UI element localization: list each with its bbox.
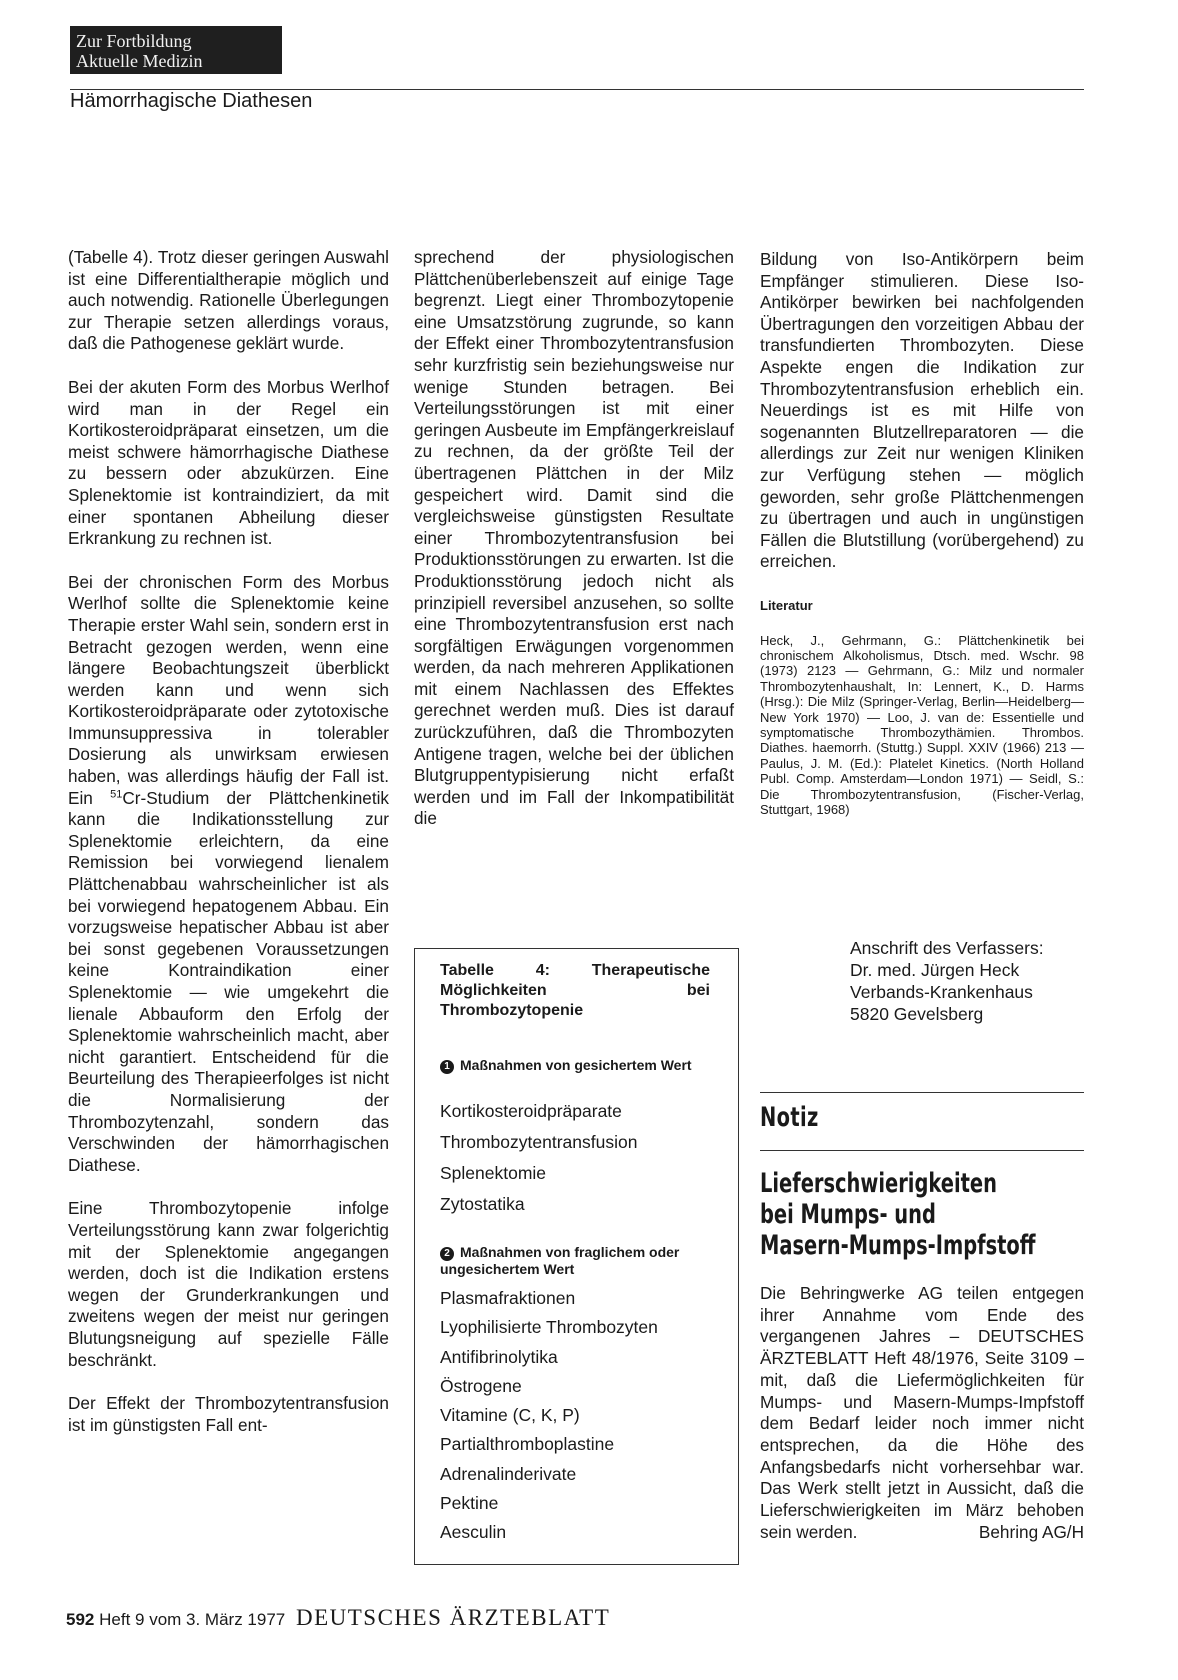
address-line: Verbands-Krankenhaus	[850, 982, 1033, 1002]
author-address	[850, 937, 1044, 1025]
number-2-icon: 2	[440, 1247, 454, 1261]
list-item: Vitamine (C, K, P)	[440, 1405, 580, 1426]
group-label: Maßnahmen von fraglichem oder ungesichertem Wert	[440, 1244, 680, 1277]
address-line: 5820 Gevelsberg	[850, 1004, 984, 1024]
list-item: Adrenalinderivate	[440, 1463, 577, 1484]
isotope-superscript: 51	[110, 787, 123, 800]
page-footer	[66, 1605, 610, 1631]
list-item: Antifibrinolytika	[440, 1346, 558, 1367]
text: Cr-Studium der Plättchenkinetik kann die Indikationsstellung zur Splenektomie erleichtern, da eine Remission bei vorwiegend lienalem Plättchenabbau wahrscheinlicher ist als bei vorwiegend hepatogenem Abbau. Ein vorzugsweise hepatischer Abbau ist aber bei sonst gegebenen Voraussetzungen keine Kontraindikation einer Splenektomie — wie umgekehrt die lienale Abbauform den Erfolg der Splenektomie wahrscheinlich macht, aber nicht garantiert. Entscheidend für die Beurteilung des Therapieerfolges ist nicht die Normalisierung der Thrombozytenzahl, sondern das Verschwinden der hämorrhagischen Diathese.	[68, 787, 390, 1175]
number-1-icon: 1	[440, 1060, 454, 1074]
paragraph: Der Effekt der Thrombozytentransfusion ist im günstigsten Fall ent-	[68, 1393, 389, 1435]
list-item: Aesculin	[440, 1522, 507, 1543]
list-item: Pektine	[440, 1493, 499, 1514]
column-1	[68, 247, 389, 1436]
notiz-headline	[760, 1168, 1036, 1261]
paragraph: sprechend der physiologischen Plättchenüberlebenszeit auf einige Tage begrenzt. Liegt einer Thrombozytopenie eine Umsatzstörung zugrunde, so kann der Effekt einer Thrombozytentransfusion sehr kurzfristig sein beziehungsweise nur wenige Stunden betragen. Bei Verteilungsstörungen ist mit einer geringen Ausbeute im Empfängerkreislauf zu rechnen, da der größte Teil der übertragenen Plättchen in der Milz gespeichert wird. Damit sind die vergleichsweise günstigsten Resultate einer Thrombozytentransfusion bei Produktionsstörungen zu erwarten. Ist die Produktionsstörung jedoch nicht als prinzipiell reversibel anzusehen, so sollte eine Thrombozytentransfusion erst nach sorgfältigen Erwägungen vorgenommen werden, da nach mehreren Applikationen mit einem Nachlassen des Effektes gerechnet werden muß. Dies ist darauf zurückzuführen, daß die Thrombozyten Antigene tragen, welche bei der üblichen Blutgruppentypisierung nicht erfaßt werden und im Fall der Inkompatibilität die	[414, 247, 734, 829]
journal-name: DEUTSCHES ÄRZTEBLATT	[295, 1605, 611, 1630]
list-item: Plasmafraktionen	[440, 1288, 576, 1308]
group-label: Maßnahmen von gesichertem Wert	[460, 1057, 692, 1073]
table-4-title: Tabelle 4: Therapeutische Möglichkeiten bei Thrombozytopenie	[440, 962, 710, 1019]
column-2	[414, 247, 734, 830]
notiz-label: Notiz	[760, 1102, 819, 1133]
notiz-text: Die Behringwerke AG teilen entgegen ihrer Annahme vom Ende des vergangenen Jahres – DEUTSCHES ÄRZTEBLATT Heft 48/1976, Seite 3109 – mit, daß die Liefermöglichkeiten für Mumps- und Masern-Mumps-Impfstoff dem Bedarf leider noch immer nicht entsprechen, da die Höhe des Anfangsbedarfs nicht vorhersehbar war. Das Werk stellt jetzt in Aussicht, daß die Lieferschwierigkeiten im März behoben sein werden.	[760, 1283, 1084, 1542]
issue-info: Heft 9 vom 3. März 1977	[99, 1610, 286, 1629]
headline-line: bei Mumps- und	[760, 1199, 936, 1230]
headline-line: Lieferschwierigkeiten	[760, 1168, 997, 1199]
table-group-1-heading	[440, 1057, 720, 1074]
list-item: Partialthromboplastine	[440, 1434, 615, 1455]
paragraph	[68, 572, 389, 1177]
list-item: Zytostatika	[440, 1194, 525, 1214]
notiz-bottom-rule	[760, 1150, 1084, 1151]
notiz-signature: Behring AG/H	[978, 1521, 1084, 1542]
list-item: Kortikosteroidpräparate	[440, 1101, 622, 1121]
list-item: Lyophilisierte Thrombozyten	[440, 1317, 658, 1338]
table-group-2-list	[440, 1288, 658, 1552]
section-title: Hämorrhagische Diathesen	[70, 90, 313, 112]
section-tag	[70, 26, 282, 74]
paragraph: (Tabelle 4). Trotz dieser geringen Auswahl ist eine Differentialtherapie möglich und auch notwendig. Rationelle Überlegungen zur Therapie setzen allerdings voraus, daß die Pathogenese geklärt wurde.	[68, 247, 389, 354]
notiz-top-rule	[760, 1092, 1084, 1093]
notiz-body	[760, 1283, 1084, 1543]
literatur-heading: Literatur	[760, 597, 813, 613]
address-line: Anschrift des Verfassers:	[850, 938, 1044, 958]
section-tag-line2: Aktuelle Medizin	[76, 51, 203, 71]
table-group-2-heading	[440, 1244, 720, 1277]
column-3	[760, 249, 1084, 817]
list-item: Östrogene	[440, 1375, 522, 1396]
page-number: 592	[66, 1610, 95, 1629]
paragraph: Eine Thrombozytopenie infolge Verteilungsstörung kann zwar folgerichtig mit der Splenektomie angegangen werden, doch ist die Indikation erstens wegen der Grunderkrankungen und zweitens wegen der meist nur geringen Blutungsneigung auf spezielle Fälle beschränkt.	[68, 1198, 389, 1370]
section-tag-line1: Zur Fortbildung	[76, 31, 192, 51]
headline-line: Masern-Mumps-Impfstoff	[760, 1230, 1036, 1261]
literatur-text: Heck, J., Gehrmann, G.: Plättchenkinetik bei chronischem Alkoholismus, Dtsch. med. Wschr. 98 (1973) 2123 — Gehrmann, G.: Milz und normaler Thrombozytenhaushalt, In: Lennert, K., D. Harms (Hrsg.): Die Milz (Springer-Verlag, Berlin—Heidelberg—New York 1970) — Loo, J. van de: Essentielle und symptomatische Thrombozythämien. Thrombos. Diathes. haemorrh. (Stuttg.) Suppl. XXIV (1966) 213 — Paulus, J. M. (Ed.): Platelet Kinetics. (North Holland Publ. Comp. Amsterdam—London 1971) — Seidl, S.: Die Thrombozytentransfusion, (Fischer-Verlag, Stuttgart, 1968)	[760, 632, 1084, 817]
list-item: Splenektomie	[440, 1163, 547, 1183]
list-item: Thrombozytentransfusion	[440, 1132, 638, 1152]
paragraph: Bei der akuten Form des Morbus Werlhof wird man in der Regel ein Kortikosteroidpräparat einsetzen, um die meist schwere hämorrhagische Diathese zu bessern oder abzukürzen. Eine Splenektomie ist kontraindiziert, da mit einer spontanen Abheilung dieser Erkrankung zu rechnen ist.	[68, 376, 389, 549]
address-line: Dr. med. Jürgen Heck	[850, 960, 1020, 980]
paragraph: Bildung von Iso-Antikörpern beim Empfänger stimulieren. Diese Iso-Antikörper bewirken bei nachfolgenden Übertragungen den vorzeitigen Abbau der transfundierten Thrombozyten. Diese Aspekte engen die Indikation zur Thrombozytentransfusion erheblich ein. Neuerdings ist es mit Hilfe von sogenannten Blutzellreparatoren — die allerdings zur Zeit nur wenigen Kliniken zur Verfügung stehen — möglich geworden, sehr große Plättchenmengen zu übertragen und auch in ungünstigen Fällen die Blutstillung (vorübergehend) zu erreichen.	[760, 249, 1084, 572]
text: Bei der chronischen Form des Morbus Werlhof sollte die Splenektomie keine Therapie erster Wahl sein, sondern erst in Betracht gezogen werden, wenn eine längere Beobachtungszeit überblickt werden kann und wenn sich Kortikosteroidpräparate oder zytotoxische Immunsuppressiva in tolerabler Dosierung als unwirksam erwiesen haben, was allerdings häufig der Fall ist. Ein	[68, 571, 389, 808]
table-group-1-list	[440, 1101, 637, 1225]
